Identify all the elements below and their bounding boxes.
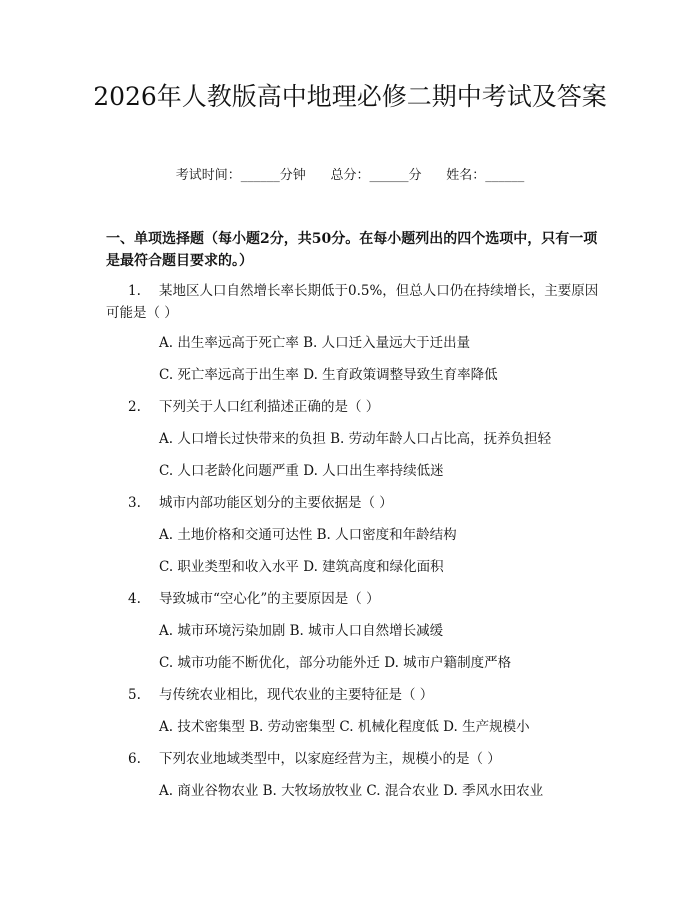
section-heading: 一、单项选择题（每小题2分，共50分。在每小题列出的四个选项中，只有一项是最符合题目要求的。）: [106, 231, 598, 269]
question-1-options-row-2: C. 死亡率远高于出生率 D. 生育政策调整导致生育率降低: [159, 367, 498, 383]
question-text: 下列关于人口红利描述正确的是（ ）: [159, 399, 380, 415]
question-2: [106, 396, 606, 418]
question-5: [106, 684, 606, 706]
question-text: 某地区人口自然增长率长期低于0.5%，但总人口仍在持续增长，主要原因可能是（ ）: [106, 283, 599, 321]
question-4-options-row-2: C. 城市功能不断优化，部分功能外迁 D. 城市户籍制度严格: [159, 655, 512, 671]
document-title: 2026年人教版高中地理必修二期中考试及答案: [93, 82, 607, 111]
question-3-options-row-1: A. 土地价格和交通可达性 B. 人口密度和年龄结构: [159, 527, 457, 543]
question-6-options-row-1: A. 商业谷物农业 B. 大牧场放牧业 C. 混合农业 D. 季风水田农业: [159, 783, 544, 799]
question-6: [106, 748, 606, 770]
question-number: 4.: [128, 591, 141, 607]
question-2-options-row-2: C. 人口老龄化问题严重 D. 人口出生率持续低迷: [159, 463, 444, 479]
question-4-options-row-1: A. 城市环境污染加剧 B. 城市人口自然增长减缓: [159, 623, 444, 639]
question-text: 与传统农业相比，现代农业的主要特征是（ ）: [159, 687, 434, 703]
question-text: 下列农业地域类型中，以家庭经营为主，规模小的是（ ）: [159, 751, 501, 767]
question-number: 5.: [128, 687, 141, 703]
question-4: [106, 588, 606, 610]
question-2-options-row-1: A. 人口增长过快带来的负担 B. 劳动年龄人口占比高，抚养负担轻: [159, 431, 552, 447]
question-text: 城市内部功能区划分的主要依据是（ ）: [159, 495, 393, 511]
question-number: 2.: [128, 399, 141, 415]
question-number: 6.: [128, 751, 141, 767]
question-5-options-row-1: A. 技术密集型 B. 劳动密集型 C. 机械化程度低 D. 生产规模小: [159, 719, 530, 735]
question-number: 1.: [128, 283, 141, 299]
question-3: [106, 492, 606, 514]
question-1-options-row-1: A. 出生率远高于死亡率 B. 人口迁入量远大于迁出量: [159, 335, 471, 351]
exam-info-line: 考试时间：______分钟 总分：______分 姓名：______: [175, 168, 525, 183]
question-3-options-row-2: C. 职业类型和收入水平 D. 建筑高度和绿化面积: [159, 559, 444, 575]
question-1: [106, 280, 606, 324]
question-text: 导致城市“空心化”的主要原因是（ ）: [159, 591, 380, 607]
question-number: 3.: [128, 495, 141, 511]
